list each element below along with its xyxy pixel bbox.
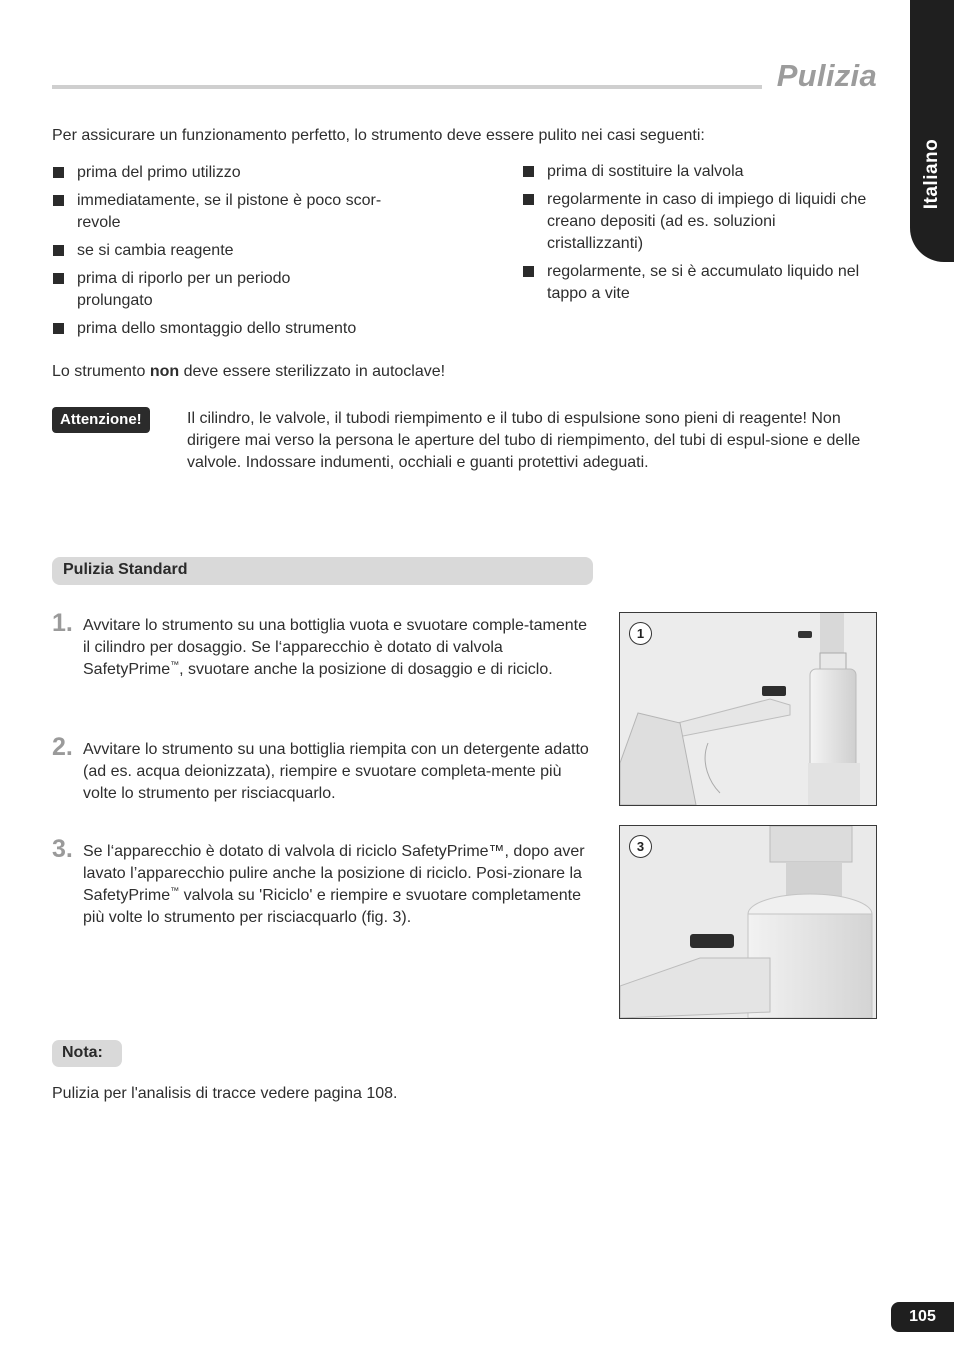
step-text: Se l‘apparecchio è dotato di valvola di riciclo SafetyPrime™, dopo aver lavato l’apparecchio pulire anche la posizione di riciclo. Posi-zionare la SafetyPrime™ valvola su 'Riciclo' e riempire e svuotare completamente più volte lo strumento per risciacquarlo (fig. 3). <box>83 843 585 926</box>
list-item: regolarmente, se si è accumulato liquido nel tappo a vite <box>522 261 872 305</box>
autoclave-notice: Lo strumento non deve essere sterilizzato in autoclave! <box>52 363 446 380</box>
bullet-list-right <box>522 161 872 311</box>
recirculation-valve-illustration <box>620 826 876 1018</box>
list-item: regolarmente in caso di impiego di liquidi che creano depositi (ad es. soluzioni cristallizzanti) <box>522 189 872 255</box>
list-item: se si cambia reagente <box>52 240 422 262</box>
figure-number-badge: 1 <box>629 622 652 645</box>
section-title: Pulizia Standard <box>63 561 188 578</box>
dispenser-emptying-illustration <box>620 613 876 805</box>
page-number: 105 <box>891 1302 954 1332</box>
warning-text: Il cilindro, le valvole, il tubodi riempimento e il tubo di espulsione sono pieni di reagente! Non dirigere mai verso la persona le aperture del tubo di riempimento, del tubi di espul-sione e delle valvole. Indossare indumenti, occhiali e guanti protettivi adeguati. <box>187 410 861 471</box>
step-number: 2. <box>52 733 73 761</box>
list-item: prima di riporlo per un periodo prolungato <box>52 268 422 312</box>
figure-1-photo <box>619 612 877 806</box>
step-number: 1. <box>52 609 73 637</box>
section-header <box>52 557 593 585</box>
step-text: Avvitare lo strumento su una bottiglia riempita con un detergente adatto (ad es. acqua deionizzata), riempire e svuotare completa-mente più volte lo strumento per risciacquarlo. <box>83 741 589 802</box>
list-item: prima dello smontaggio dello strumento <box>52 318 422 340</box>
bullet-square-icon <box>53 323 64 334</box>
header-rule <box>52 85 762 89</box>
bullet-square-icon <box>523 166 534 177</box>
language-tab-label: Italiano <box>921 138 942 210</box>
note-badge <box>52 1040 122 1067</box>
list-item: prima di sostituire la valvola <box>522 161 872 183</box>
page-title: Pulizia <box>776 58 877 93</box>
bullet-square-icon <box>53 167 64 178</box>
bullet-square-icon <box>523 266 534 277</box>
list-item: prima del primo utilizzo <box>52 162 422 184</box>
figure-number-badge: 3 <box>629 835 652 858</box>
language-tab <box>910 0 954 262</box>
step-number: 3. <box>52 835 73 863</box>
figure-3-photo <box>619 825 877 1019</box>
warning-badge: Attenzione! <box>52 407 150 433</box>
bullet-square-icon <box>523 194 534 205</box>
note-text: Pulizia per l'analisis di tracce vedere pagina 108. <box>52 1085 398 1102</box>
bullet-square-icon <box>53 273 64 284</box>
bullet-square-icon <box>53 245 64 256</box>
bullet-square-icon <box>53 195 64 206</box>
bullet-list-left <box>52 162 422 346</box>
intro-text: Per assicurare un funzionamento perfetto, lo strumento deve essere pulito nei casi seguenti: <box>52 127 705 144</box>
note-label: Nota: <box>62 1044 103 1061</box>
step-text: Avvitare lo strumento su una bottiglia vuota e svuotare comple-tamente il cilindro per dosaggio. Se l‘apparecchio è dotato di valvola SafetyPrime™, svuotare anche la posizione di dosaggio e di riciclo. <box>83 617 587 678</box>
list-item: immediatamente, se il pistone è poco scor-revole <box>52 190 422 234</box>
